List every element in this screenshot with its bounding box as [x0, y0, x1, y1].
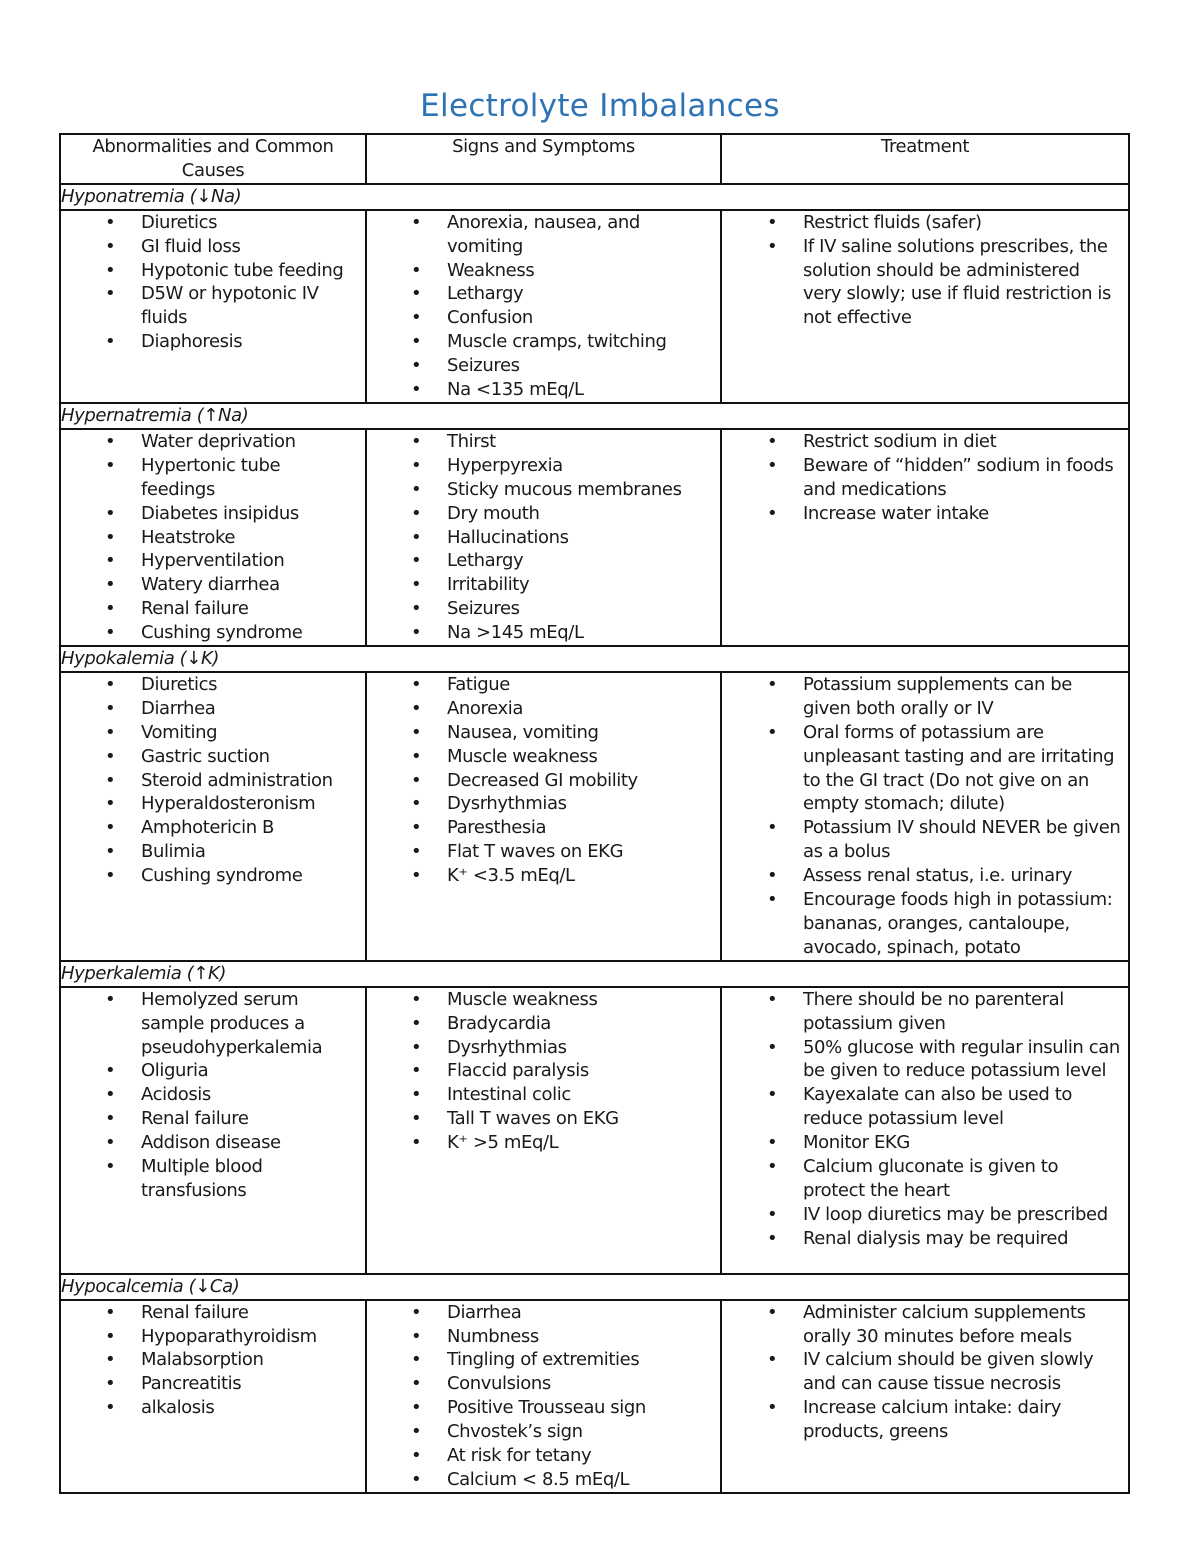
list-item: • Multiple blood transfusions	[61, 1155, 365, 1203]
symptoms-list	[367, 673, 720, 888]
list-item: • Weakness	[367, 259, 720, 283]
causes-list	[61, 430, 365, 645]
list-item: • Administer calcium supplements orally 30 minutes before meals	[722, 1301, 1128, 1349]
section-title: Hypernatremia (↑Na)	[60, 403, 1129, 429]
list-item: • Muscle weakness	[367, 988, 720, 1012]
list-item: • Assess renal status, i.e. urinary	[722, 864, 1128, 888]
list-item: • Paresthesia	[367, 816, 720, 840]
causes-list	[61, 211, 365, 354]
section-body-row	[60, 1300, 1129, 1493]
list-item: • Positive Trousseau sign	[367, 1396, 720, 1420]
list-item: • Convulsions	[367, 1372, 720, 1396]
list-item: • Diabetes insipidus	[61, 502, 365, 526]
list-item: • K⁺ <3.5 mEq/L	[367, 864, 720, 888]
list-item: • Increase calcium intake: dairy products, greens	[722, 1396, 1128, 1444]
list-item: • Hyperpyrexia	[367, 454, 720, 478]
list-item: • alkalosis	[61, 1396, 365, 1420]
list-item: • Malabsorption	[61, 1348, 365, 1372]
list-item: • Decreased GI mobility	[367, 769, 720, 793]
list-item: • Renal failure	[61, 1301, 365, 1325]
causes-cell	[60, 429, 366, 646]
section-row	[60, 1274, 1129, 1300]
section-body-row	[60, 987, 1129, 1274]
list-item: • Water deprivation	[61, 430, 365, 454]
list-item: • Encourage foods high in potassium: bananas, oranges, cantaloupe, avocado, spinach, potato	[722, 888, 1128, 960]
section-row	[60, 184, 1129, 210]
treatment-cell	[721, 1300, 1129, 1493]
list-item: • Dysrhythmias	[367, 792, 720, 816]
list-item: • Chvostek’s sign	[367, 1420, 720, 1444]
list-item: • Beware of “hidden” sodium in foods and medications	[722, 454, 1128, 502]
list-item: • Muscle cramps, twitching	[367, 330, 720, 354]
symptoms-cell	[366, 429, 721, 646]
section-body-row	[60, 210, 1129, 403]
treatment-list	[722, 988, 1128, 1251]
list-item: • Lethargy	[367, 282, 720, 306]
list-item: • Seizures	[367, 597, 720, 621]
list-item: • Dry mouth	[367, 502, 720, 526]
symptoms-cell	[366, 1300, 721, 1493]
list-item: • Hyperaldosteronism	[61, 792, 365, 816]
list-item: • Diarrhea	[367, 1301, 720, 1325]
symptoms-cell	[366, 672, 721, 961]
section-title: Hyponatremia (↓Na)	[60, 184, 1129, 210]
list-item: • IV calcium should be given slowly and can cause tissue necrosis	[722, 1348, 1128, 1396]
causes-cell	[60, 672, 366, 961]
treatment-cell	[721, 672, 1129, 961]
list-item: • Tingling of extremities	[367, 1348, 720, 1372]
list-item: • Dysrhythmias	[367, 1036, 720, 1060]
list-item: • Heatstroke	[61, 526, 365, 550]
list-item: • Hypotonic tube feeding	[61, 259, 365, 283]
list-item: • Cushing syndrome	[61, 621, 365, 645]
list-item: • Diarrhea	[61, 697, 365, 721]
symptoms-list	[367, 430, 720, 645]
causes-list	[61, 673, 365, 888]
list-item: • Diuretics	[61, 211, 365, 235]
section-body-row	[60, 672, 1129, 961]
list-item: • D5W or hypotonic IV fluids	[61, 282, 365, 330]
list-item: • Cushing syndrome	[61, 864, 365, 888]
list-item: • Intestinal colic	[367, 1083, 720, 1107]
list-item: • Addison disease	[61, 1131, 365, 1155]
list-item: • Numbness	[367, 1325, 720, 1349]
list-item: • Diuretics	[61, 673, 365, 697]
treatment-list	[722, 673, 1128, 960]
list-item: • Anorexia	[367, 697, 720, 721]
treatment-list	[722, 1301, 1128, 1444]
symptoms-list	[367, 211, 720, 402]
section-row	[60, 646, 1129, 672]
treatment-list	[722, 211, 1128, 331]
list-item: • Acidosis	[61, 1083, 365, 1107]
section-title: Hyperkalemia (↑K)	[60, 961, 1129, 987]
symptoms-list	[367, 988, 720, 1155]
symptoms-cell	[366, 987, 721, 1274]
list-item: • Seizures	[367, 354, 720, 378]
list-item: • Thirst	[367, 430, 720, 454]
list-item: • Pancreatitis	[61, 1372, 365, 1396]
list-item: • Sticky mucous membranes	[367, 478, 720, 502]
list-item: • Na <135 mEq/L	[367, 378, 720, 402]
treatment-list	[722, 430, 1128, 526]
list-item: • GI fluid loss	[61, 235, 365, 259]
list-item: • There should be no parenteral potassium given	[722, 988, 1128, 1036]
section-row	[60, 961, 1129, 987]
list-item: • Renal failure	[61, 1107, 365, 1131]
list-item: • Hypertonic tube feedings	[61, 454, 365, 502]
causes-list	[61, 988, 365, 1203]
list-item: • 50% glucose with regular insulin can be given to reduce potassium level	[722, 1036, 1128, 1084]
list-item: • Renal dialysis may be required	[722, 1227, 1128, 1251]
header-row	[60, 134, 1129, 184]
header-treatment: Treatment	[721, 134, 1129, 184]
causes-list	[61, 1301, 365, 1421]
list-item: • If IV saline solutions prescribes, the solution should be administered very slowly; use if fluid restriction is not effective	[722, 235, 1128, 331]
list-item: • Confusion	[367, 306, 720, 330]
list-item: • Flat T waves on EKG	[367, 840, 720, 864]
list-item: • Calcium < 8.5 mEq/L	[367, 1468, 720, 1492]
list-item: • Calcium gluconate is given to protect the heart	[722, 1155, 1128, 1203]
list-item: • Bradycardia	[367, 1012, 720, 1036]
page-title: Electrolyte Imbalances	[420, 88, 780, 124]
list-item: • Vomiting	[61, 721, 365, 745]
section-title: Hypokalemia (↓K)	[60, 646, 1129, 672]
list-item: • Na >145 mEq/L	[367, 621, 720, 645]
list-item: • K⁺ >5 mEq/L	[367, 1131, 720, 1155]
symptoms-list	[367, 1301, 720, 1492]
list-item: • At risk for tetany	[367, 1444, 720, 1468]
list-item: • Watery diarrhea	[61, 573, 365, 597]
list-item: • Renal failure	[61, 597, 365, 621]
list-item: • Restrict sodium in diet	[722, 430, 1128, 454]
treatment-cell	[721, 429, 1129, 646]
header-symptoms: Signs and Symptoms	[366, 134, 721, 184]
list-item: • Irritability	[367, 573, 720, 597]
list-item: • Gastric suction	[61, 745, 365, 769]
list-item: • Hyperventilation	[61, 549, 365, 573]
list-item: • Lethargy	[367, 549, 720, 573]
list-item: • Kayexalate can also be used to reduce potassium level	[722, 1083, 1128, 1131]
list-item: • Fatigue	[367, 673, 720, 697]
list-item: • IV loop diuretics may be prescribed	[722, 1203, 1128, 1227]
section-body-row	[60, 429, 1129, 646]
causes-cell	[60, 1300, 366, 1493]
causes-cell	[60, 210, 366, 403]
electrolyte-table	[59, 133, 1130, 1494]
list-item: • Increase water intake	[722, 502, 1128, 526]
list-item: • Potassium IV should NEVER be given as a bolus	[722, 816, 1128, 864]
list-item: • Oliguria	[61, 1059, 365, 1083]
section-row	[60, 403, 1129, 429]
list-item: • Oral forms of potassium are unpleasant tasting and are irritating to the GI tract (Do not give on an empty stomach; dilute)	[722, 721, 1128, 817]
list-item: • Hemolyzed serum sample produces a pseudohyperkalemia	[61, 988, 365, 1060]
list-item: • Hallucinations	[367, 526, 720, 550]
list-item: • Restrict fluids (safer)	[722, 211, 1128, 235]
list-item: • Muscle weakness	[367, 745, 720, 769]
treatment-cell	[721, 210, 1129, 403]
treatment-cell	[721, 987, 1129, 1274]
list-item: • Steroid administration	[61, 769, 365, 793]
list-item: • Nausea, vomiting	[367, 721, 720, 745]
symptoms-cell	[366, 210, 721, 403]
list-item: • Monitor EKG	[722, 1131, 1128, 1155]
list-item: • Amphotericin B	[61, 816, 365, 840]
header-causes: Abnormalities and Common Causes	[60, 134, 366, 184]
section-title: Hypocalcemia (↓Ca)	[60, 1274, 1129, 1300]
causes-cell	[60, 987, 366, 1274]
list-item: • Tall T waves on EKG	[367, 1107, 720, 1131]
list-item: • Diaphoresis	[61, 330, 365, 354]
list-item: • Flaccid paralysis	[367, 1059, 720, 1083]
list-item: • Bulimia	[61, 840, 365, 864]
list-item: • Anorexia, nausea, and vomiting	[367, 211, 720, 259]
list-item: • Hypoparathyroidism	[61, 1325, 365, 1349]
list-item: • Potassium supplements can be given both orally or IV	[722, 673, 1128, 721]
